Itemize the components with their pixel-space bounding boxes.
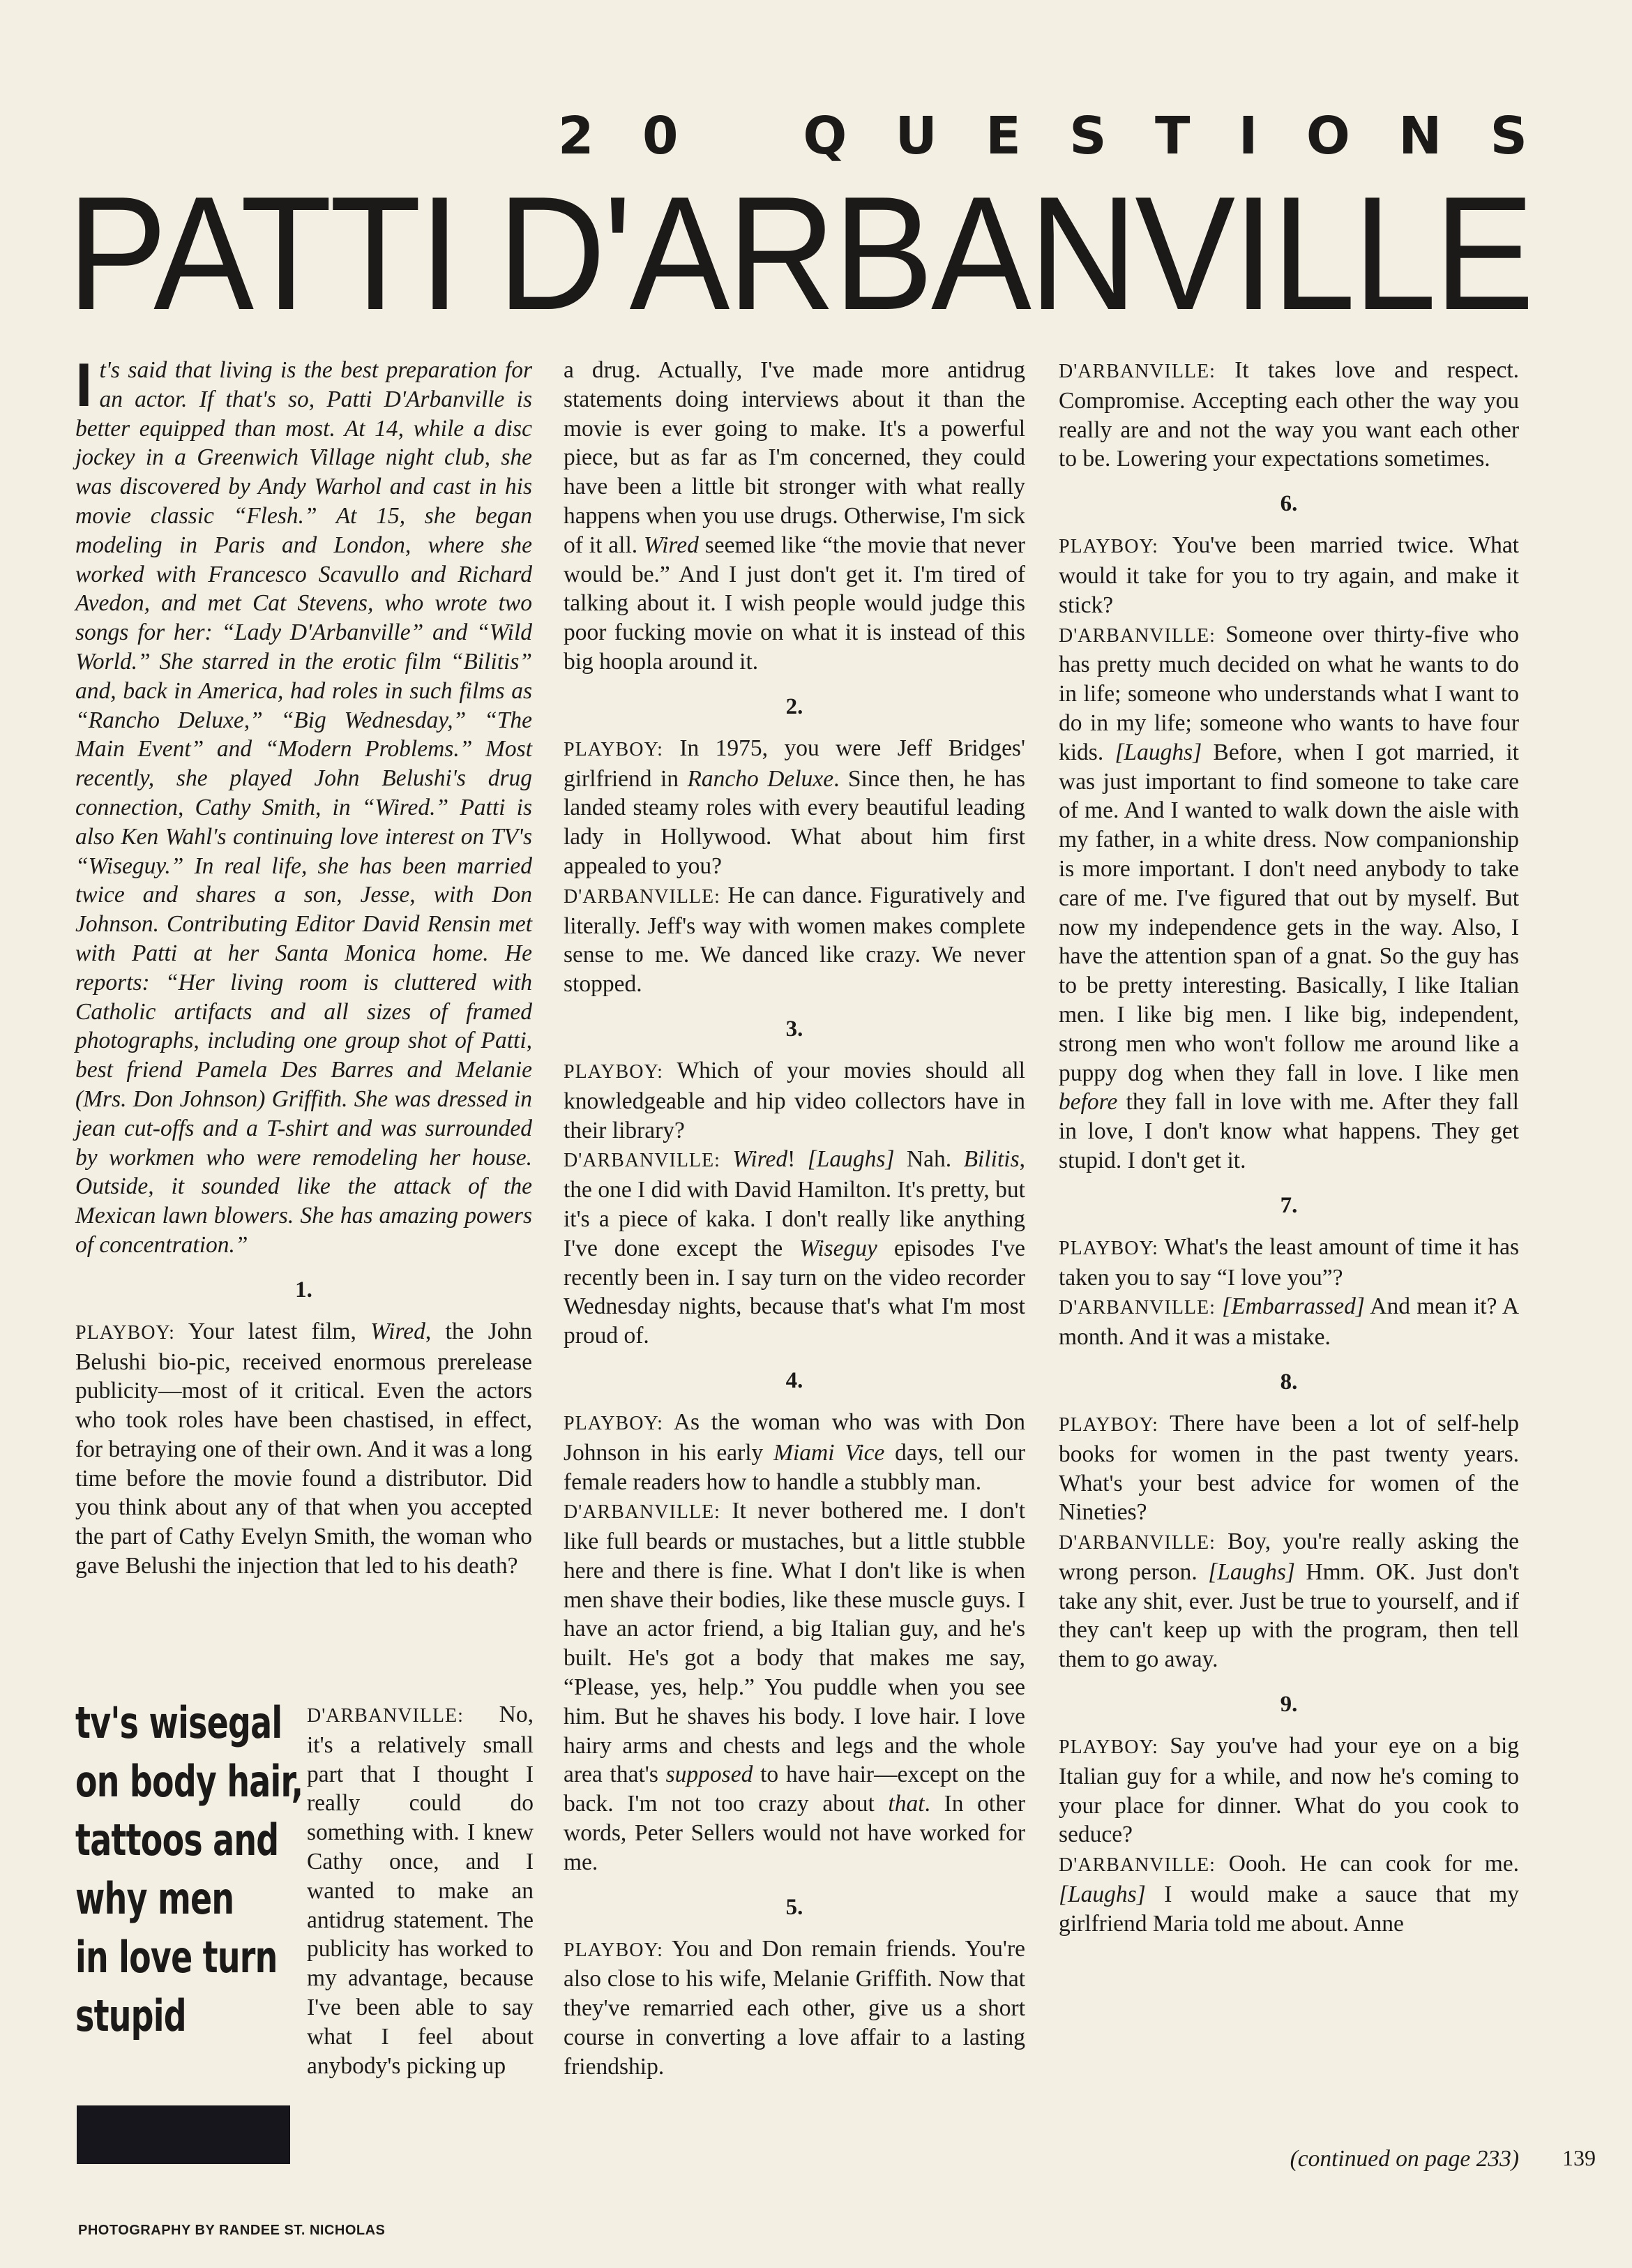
question-1 [75,1317,532,1581]
stage-direction: [Embarrassed] [1222,1293,1365,1320]
kicker-letter: I [1238,106,1258,166]
answer-2 [564,881,1025,999]
question-number: 4. [785,1367,803,1393]
film-title: Wired [732,1146,788,1173]
question-number: 1. [295,1277,312,1302]
question-6 [1059,531,1519,619]
answer-text: to have hair—except on the back. I'm not too crazy about [564,1762,1025,1817]
answer-3 [564,1145,1025,1351]
question-text: As the woman who was with Don Johnson in his early [564,1409,1025,1466]
answer-text: , the one I did with David Hamilton. It's pretty, but it's a piece of kaka. I don't really like anything I've done except the [564,1146,1026,1261]
film-title: Wired [644,532,699,558]
kicker-letter: T [1154,106,1191,166]
pull-quote [75,1694,303,2045]
answer-text: I would make a sauce that my girlfriend Maria told me about. Anne [1059,1882,1519,1937]
speaker-playboy: PLAYBOY: [564,1939,663,1961]
speaker-darbanville: D'ARBANVILLE: [564,885,720,908]
question-text: Which of your movies should all knowledgeable and hip video collectors have in their library? [564,1057,1025,1143]
answer-text: they fall in love with me. After they fall in love, I don't know what happens. They get stupid. I don't get it. [1059,1089,1519,1173]
answer-text: Before, when I got married, it was just important to find someone to take care of me. And I wanted to walk down the aisle with my father, in a white dress. Now companionship is more important. I don't need anybody to take care of me. I've figured that out by myself. But now my independence gets in the way. Also, I have the attention span of a gnat. So the guy has to be pretty interesting. Basically, I like Italian men. I like big men. I like big, independent, strong men who won't follow me around like a puppy dog when they fall in love. I like men [1059,739,1519,1086]
answer-text: Oooh. He can cook for me. [1228,1851,1519,1877]
answer-text: seemed like “the movie that never would be.” And I just don't get it. I'm tired of talking about it. I wish people would judge this poor fucking movie on what it is instead of this big hoopla around it. [564,532,1025,675]
pull-quote-line: in love turn [75,1932,278,1983]
speaker-playboy: PLAYBOY: [564,1412,663,1434]
dropcap: I [75,350,93,419]
answer-9 [1059,1849,1519,1938]
film-title: Wired [370,1318,425,1344]
kicker-letter: S [1490,106,1527,166]
emphasis: that [888,1791,925,1817]
question-number: 2. [785,693,803,719]
question-text: You've been married twice. What would it take for you to try again, and make it stick? [1059,532,1519,618]
speaker-playboy: PLAYBOY: [1059,1237,1158,1259]
speaker-playboy: PLAYBOY: [564,1060,663,1083]
question-number: 3. [785,1016,803,1042]
answer-text: No, it's a relatively small part that I thought I really could do something with. I knew Cathy once, and I wanted to make an antidrug statement. The publicity has worked to my advantage, because I've been able to say what I feel about anybody's picking up [307,1702,534,2079]
show-title: Miami Vice [773,1439,885,1466]
answer-text: Hmm. OK. Just don't take any shit, ever. Just be true to yourself, and if they can't keep up with the program, then tell them to go away. [1059,1559,1519,1673]
question-text: You and Don remain friends. You're also close to his wife, Melanie Griffith. Now that they've remarried each other, give us a short course in converting a love affair to a lasting friendship. [564,1935,1025,2080]
kicker-letter: U [895,106,937,166]
question-3 [564,1056,1025,1145]
question-text: Say you've had your eye on a big Italian guy for a while, and now he's coming to your place for dinner. What do you cook to seduce? [1059,1733,1520,1848]
question-text: Your latest film, [188,1318,371,1344]
question-number: 9. [1280,1692,1298,1718]
question-8 [1059,1409,1519,1527]
answer-7 [1059,1292,1519,1352]
photo-credit: PHOTOGRAPHY BY RANDEE ST. NICHOLAS [78,2223,386,2238]
question-2 [564,734,1025,881]
film-title: Bilitis [963,1146,1020,1173]
speaker-darbanville: D'ARBANVILLE: [1059,361,1216,382]
answer-text: Boy, you're really asking the wrong person. [1059,1529,1519,1585]
film-title: Rancho Deluxe [687,765,834,792]
question-text: There have been a lot of self-help books for women in the past twenty years. What's your best advice for women of the Nineties? [1059,1410,1519,1526]
speaker-darbanville: D'ARBANVILLE: [1059,1297,1216,1319]
column-1 [75,350,532,1581]
speaker-playboy: PLAYBOY: [564,738,663,760]
page-number: 139 [1562,2145,1596,2170]
emphasis: supposed [665,1762,753,1788]
answer-8 [1059,1527,1519,1674]
decorative-block [77,2105,290,2164]
speaker-darbanville: D'ARBANVILLE: [1059,624,1216,647]
continued-note: (continued on page 233) [1290,2146,1519,2172]
answer-4 [564,1496,1025,1877]
answer-text: a drug. Actually, I've made more antidrug statements doing interviews about it than the movie is ever going to make. It's a powerful piece, but as far as I'm concerned, they could have been a little bit stronger with what really happens when you use drugs. Otherwise, I'm sick of it all. [564,357,1025,558]
answer-1-continued [564,356,1025,677]
kicker-letter: E [985,106,1021,166]
question-number: 5. [785,1894,803,1920]
answer-text: It never bothered me. I don't like full beards or mustaches, but a little stubble here and there is fine. What I don't like is when men shave their bodies, like these muscle guys. I have an actor friend, a big Italian guy, and he's built. He's got a body that makes me say, “Please, yes, help.” You puddle when you see him. But he shaves his body. I love hair. I love hairy arms and chests and legs and the whole area that's [564,1498,1026,1788]
speaker-darbanville: D'ARBANVILLE: [1059,1854,1216,1877]
answer-6 [1059,620,1519,1176]
question-text: days, tell our female readers how to handle a stubbly man. [564,1439,1025,1495]
intro-text: t's said that living is the best preparation for an actor. If that's so, Patti D'Arbanville is better equipped than most. At 14, while a disc jockey in a Greenwich Village night club, she was discovered by Andy Warhol and cast in his movie classic “Flesh.” At 15, she began modeling in Paris and London, where she worked with Francesco Scavullo and Richard Avedon, and met Cat Stevens, who wrote two songs for her: “Lady D'Arbanville” and “Wild World.” She starred in the erotic film “Bilitis” and, back in America, had roles in such films as “Rancho Deluxe,” “Big Wednesday,” “The Main Event” and “Modern Problems.” Most recently, she played John Belushi's drug connection, Cathy Smith, in “Wired.” Patti is also Ken Wahl's continuing love interest on TV's “Wiseguy.” In real life, she has been married twice and shares a son, Jesse, with Don Johnson. Contributing Editor David Rensin met with Patti at her Santa Monica home. He reports: “Her living room is cluttered with Catholic artifacts and all sizes of framed photographs, including one group shot of Patti, best friend Pamela Des Barres and Melanie (Mrs. Don Johnson) Griffith. She was dressed in jean cut-offs and a T-shirt and was surrounded by workmen who were remodeling her house. Outside, it sounded like the attack of the Mexican lawn blowers. She has amazing powers of concentration.” [75,357,532,1258]
answer-text: Someone over thirty-five who has pretty much decided on what he wants to do in life; someone who understands what I want to do in my life; someone who wants to have four kids. [1059,621,1519,765]
intro-paragraph [75,350,532,1260]
question-text: In 1975, you were Jeff Bridges' girlfriend in [564,735,1026,792]
question-text: . Since then, he has landed steamy roles with every beautiful leading lady in Hollywood. What about him first appealed to you? [564,765,1025,879]
question-5 [564,1935,1025,2082]
column-3 [1059,356,1519,1939]
speaker-darbanville: D'ARBANVILLE: [1059,1532,1216,1554]
pull-quote-line: on body hair, [75,1756,303,1807]
pull-quote-line: tattoos and [75,1815,279,1865]
question-text: , the John Belushi bio-pic, received enormous prerelease publicity—most of it critical. Even the actors who took roles have been chastised, in effect, for betraying one of their own. And it was a long time before the movie found a distributor. Did you think about any of that when you accepted the part of Cathy Evelyn Smith, the woman who gave Belushi the injection that led to his death? [75,1318,532,1579]
answer-text: Nah. [894,1146,964,1173]
kicker-letter: 0 [642,106,679,166]
answer-5 [1059,356,1519,474]
emphasis: before [1059,1089,1118,1116]
question-7 [1059,1233,1519,1293]
answer-text: . In other words, Peter Sellers would not have worked for me. [564,1791,1025,1875]
question-9 [1059,1732,1519,1849]
kicker-letter: N [1398,106,1442,166]
speaker-playboy: PLAYBOY: [1059,1736,1158,1759]
pull-quote-line: tv's wisegal [75,1697,282,1748]
answer-text: It takes love and respect. Compromise. Accepting each other the way you really are and not the way you want each other to be. Lowering your expectations sometimes. [1059,357,1520,472]
answer-1-start [307,1700,534,2080]
kicker-letter: S [1069,106,1107,166]
page-title: PATTI D'ARBANVILLE [67,163,1532,344]
show-title: Wiseguy [799,1235,877,1261]
pull-quote-line: stupid [75,1990,186,2041]
speaker-playboy: PLAYBOY: [1059,1413,1158,1436]
question-text: What's the least amount of time it has taken you to say “I love you”? [1059,1233,1519,1291]
question-number: 7. [1280,1192,1298,1218]
stage-direction: [Laughs] [1115,739,1202,765]
answer-text: He can dance. Figuratively and literally. Jeff's way with women makes complete sense to me. We danced like crazy. We never stopped. [564,882,1026,998]
question-4 [564,1408,1025,1496]
speaker-darbanville: D'ARBANVILLE: [564,1501,720,1524]
stage-direction: [Laughs] [1208,1559,1295,1585]
column-2 [564,356,1025,2082]
speaker-playboy: PLAYBOY: [75,1321,175,1344]
answer-text: ! [787,1146,808,1173]
stage-direction: [Laughs] [1059,1882,1146,1908]
kicker-letter: Q [803,106,847,166]
stage-direction: [Laughs] [807,1146,895,1173]
speaker-darbanville: D'ARBANVILLE: [307,1705,464,1727]
answer-text: And mean it? A month. And it was a mistake. [1059,1293,1520,1351]
answer-text: episodes I've recently been in. I say turn on the video recorder Wednesday nights, because that's what I'm most proud of. [564,1235,1025,1349]
speaker-darbanville: D'ARBANVILLE: [564,1150,720,1172]
question-number: 6. [1280,491,1298,517]
pull-quote-line: why men [75,1873,234,1924]
question-number: 8. [1280,1369,1298,1395]
kicker-letter: 2 [558,106,594,166]
kicker-letter: O [1306,106,1350,166]
section-kicker [558,105,1527,167]
speaker-playboy: PLAYBOY: [1059,536,1158,558]
